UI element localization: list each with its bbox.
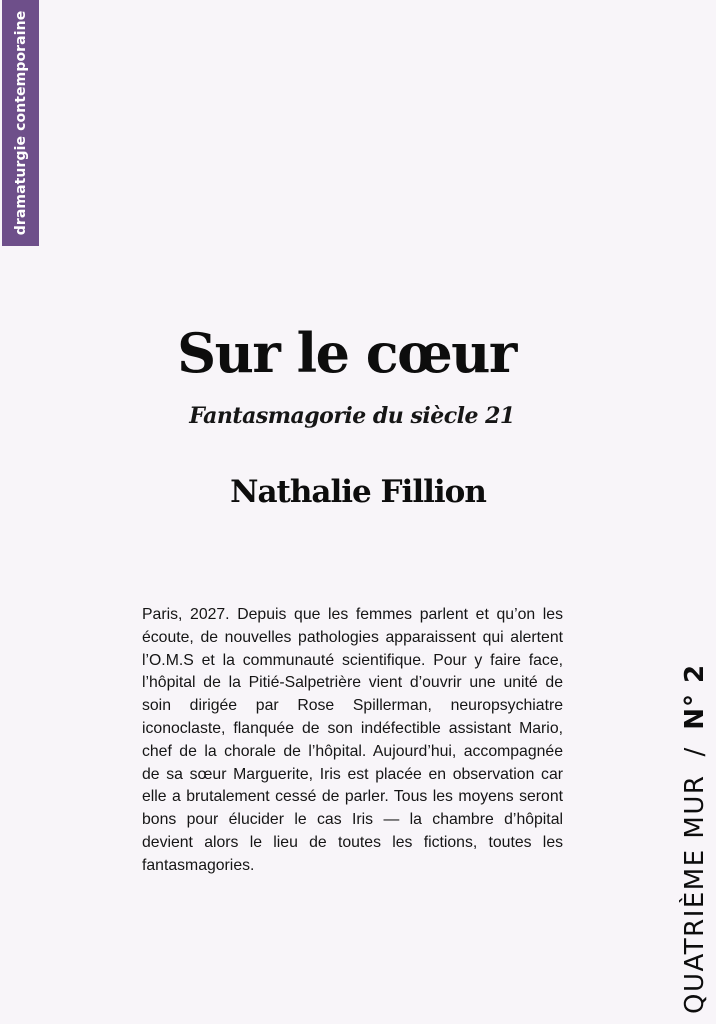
back-cover-blurb: Paris, 2027. Depuis que les femmes parlent et qu’on les écoute, de nouvelles pathologies apparaissent qui alertent l’O.M.S et la communauté scientifique. Pour y faire face, l’hôpital de la Pitié-Salpetrière vient d’ouvrir une unité de soin dirigée par Rose Spillerman, neuropsychiatre iconoclaste, flanquée de son indéfectible assistant Mario, chef de la chorale de l’hôpital. Aujourd’hui, accompagnée de sa sœur Marguerite, Iris est placée en observation car elle a brutalement cessé de parler. Tous les moyens seront bons pour élucider le cas Iris — la chambre d’hôpital devient alors le lieu de toutes les fictions, toutes les fantasmagories.: [142, 606, 563, 874]
book-subtitle: Fantasmagorie du siècle 21: [189, 403, 515, 429]
book-title: Sur le cœur: [177, 321, 516, 385]
series-separator: /: [680, 747, 710, 757]
series-number: N° 2: [680, 663, 710, 730]
series-label: [680, 664, 710, 1014]
series-name: QUATRIÈME MUR: [680, 774, 710, 1014]
collection-label: dramaturgie contemporaine: [12, 10, 29, 236]
collection-tag: [2, 0, 39, 246]
author-name: Nathalie Fillion: [230, 474, 486, 510]
